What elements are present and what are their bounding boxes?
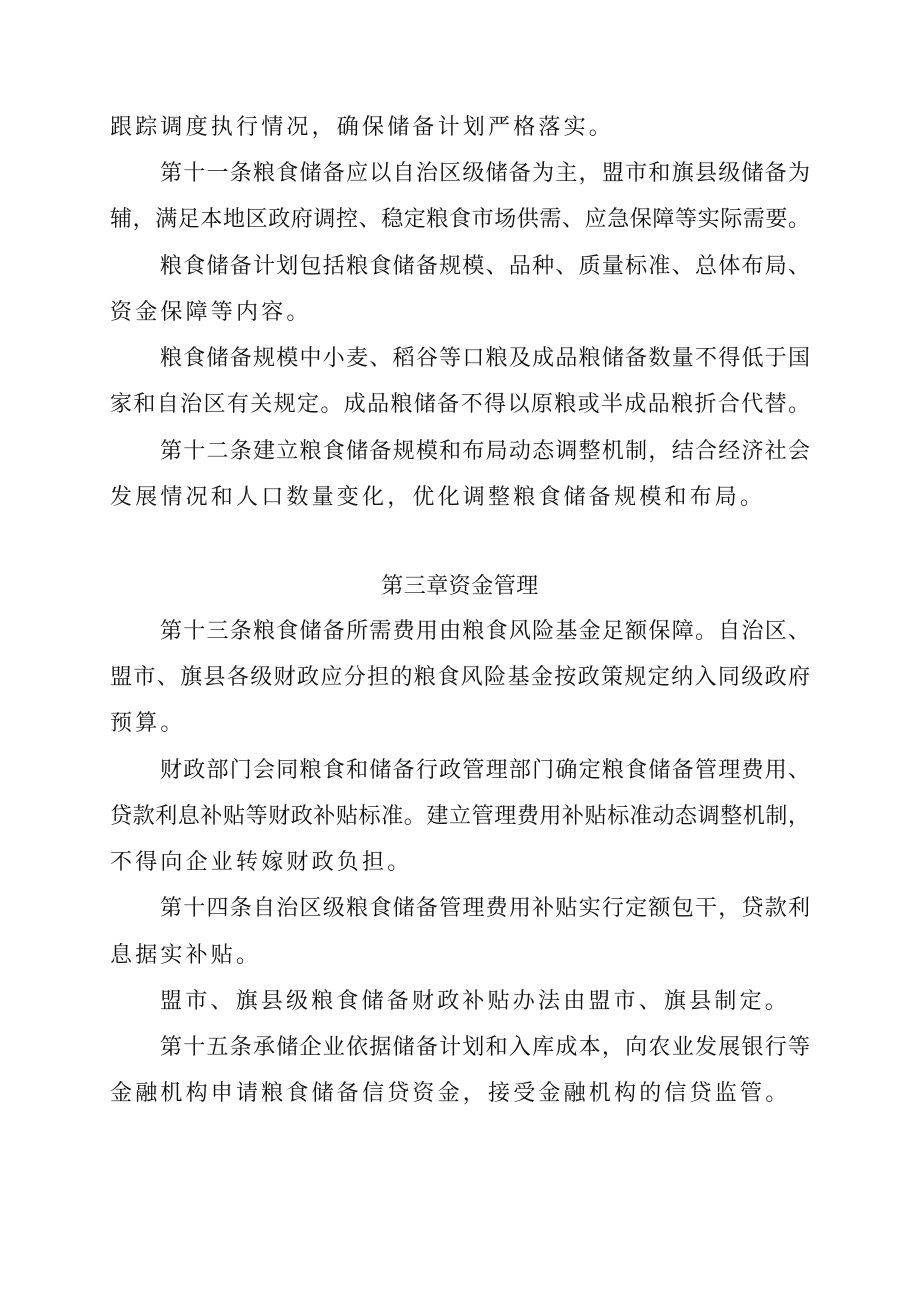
- paragraph-line: 粮食储备规模中小麦、稻谷等口粮及成品粮储备数量不得低于国: [160, 346, 810, 371]
- paragraph-line: 息据实补贴。: [110, 943, 262, 968]
- article-11-line: 第十一条粮食储备应以自治区级储备为主，盟市和旗县级储备为: [160, 161, 810, 186]
- paragraph-line: 不得向企业转嫁财政负担。: [110, 850, 413, 875]
- article-14-line: 第十四条自治区级粮食储备管理费用补贴实行定额包干，贷款利: [160, 896, 810, 921]
- paragraph-line: 跟踪调度执行情况，确保储备计划严格落实。: [110, 115, 615, 140]
- article-12-line: 第十二条建立粮食储备规模和布局动态调整机制，结合经济社会: [160, 439, 810, 464]
- paragraph-line: 盟市、旗县级粮食储备财政补贴办法由盟市、旗县制定。: [160, 989, 791, 1014]
- paragraph-line: 粮食储备计划包括粮食储备规模、品种、质量标准、总体布局、: [160, 254, 810, 279]
- paragraph-line: 发展情况和人口数量变化，优化调整粮食储备规模和布局。: [110, 485, 766, 510]
- paragraph-line: 财政部门会同粮食和储备行政管理部门确定粮食储备管理费用、: [160, 758, 810, 783]
- paragraph-line: 贷款利息补贴等财政补贴标准。建立管理费用补贴标准动态调整机制，: [110, 804, 810, 829]
- paragraph-line: 盟市、旗县各级财政应分担的粮食风险基金按政策规定纳入同级政府: [110, 665, 810, 690]
- article-15-line: 第十五条承储企业依据储备计划和入库成本，向农业发展银行等: [160, 1035, 810, 1060]
- paragraph-line: 预算。: [110, 711, 186, 736]
- paragraph-line: 资金保障等内容。: [110, 300, 312, 325]
- paragraph-line: 家和自治区有关规定。成品粮储备不得以原粮或半成品粮折合代替。: [110, 392, 810, 417]
- article-13-line: 第十三条粮食储备所需费用由粮食风险基金足额保障。自治区、: [160, 619, 810, 644]
- paragraph-line: 辅，满足本地区政府调控、稳定粮食市场供需、应急保障等实际需要。: [110, 207, 810, 232]
- chapter-heading: 第三章资金管理: [381, 574, 539, 599]
- paragraph-line: 金融机构申请粮食储备信贷资金，接受金融机构的信贷监管。: [110, 1081, 791, 1106]
